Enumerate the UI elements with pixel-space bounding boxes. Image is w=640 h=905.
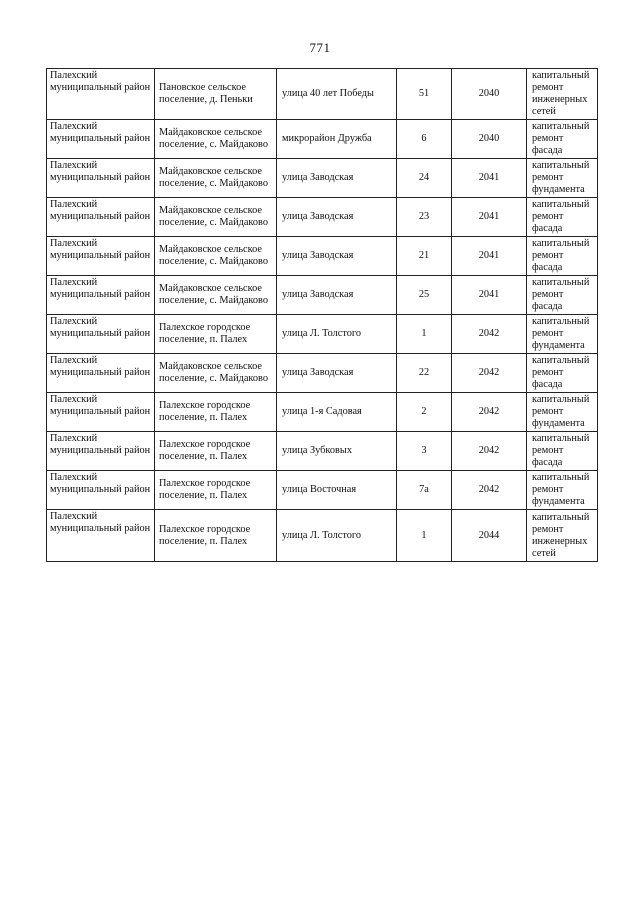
- table-row: [47, 315, 598, 354]
- table-row: [47, 471, 598, 510]
- settlement-cell: Палехское городское поселение, п. Палех: [155, 510, 277, 562]
- year-cell: 2042: [452, 315, 527, 354]
- table-row: [47, 120, 598, 159]
- house-number-cell: 22: [397, 354, 452, 393]
- house-number-cell: 7а: [397, 471, 452, 510]
- settlement-cell: Майдаковское сельское поселение, с. Майдаково: [155, 198, 277, 237]
- street-cell: улица Зубковых: [277, 432, 397, 471]
- work-type-cell: капитальный ремонт фасада: [527, 237, 598, 276]
- settlement-cell: Майдаковское сельское поселение, с. Майдаково: [155, 276, 277, 315]
- table-row: [47, 432, 598, 471]
- year-cell: 2042: [452, 393, 527, 432]
- settlement-cell: Палехское городское поселение, п. Палех: [155, 393, 277, 432]
- year-cell: 2042: [452, 354, 527, 393]
- district-cell: Палехский муниципальный район: [47, 315, 155, 354]
- street-cell: микрорайон Дружба: [277, 120, 397, 159]
- house-number-cell: 24: [397, 159, 452, 198]
- year-cell: 2044: [452, 510, 527, 562]
- year-cell: 2042: [452, 471, 527, 510]
- street-cell: улица 1-я Садовая: [277, 393, 397, 432]
- house-number-cell: 1: [397, 510, 452, 562]
- house-number-cell: 6: [397, 120, 452, 159]
- year-cell: 2040: [452, 120, 527, 159]
- house-number-cell: 23: [397, 198, 452, 237]
- district-cell: Палехский муниципальный район: [47, 354, 155, 393]
- settlement-cell: Майдаковское сельское поселение, с. Майдаково: [155, 120, 277, 159]
- street-cell: улица Заводская: [277, 237, 397, 276]
- settlement-cell: Палехское городское поселение, п. Палех: [155, 432, 277, 471]
- work-type-cell: капитальный ремонт фасада: [527, 432, 598, 471]
- street-cell: улица Л. Толстого: [277, 315, 397, 354]
- table-row: [47, 198, 598, 237]
- table-row: [47, 276, 598, 315]
- district-cell: Палехский муниципальный район: [47, 510, 155, 562]
- settlement-cell: Майдаковское сельское поселение, с. Майдаково: [155, 159, 277, 198]
- district-cell: Палехский муниципальный район: [47, 120, 155, 159]
- year-cell: 2042: [452, 432, 527, 471]
- house-number-cell: 21: [397, 237, 452, 276]
- work-type-cell: капитальный ремонт фундамента: [527, 159, 598, 198]
- street-cell: улица Заводская: [277, 354, 397, 393]
- house-number-cell: 25: [397, 276, 452, 315]
- street-cell: улица Заводская: [277, 159, 397, 198]
- year-cell: 2040: [452, 69, 527, 120]
- work-type-cell: капитальный ремонт фасада: [527, 276, 598, 315]
- district-cell: Палехский муниципальный район: [47, 198, 155, 237]
- table-row: [47, 510, 598, 562]
- street-cell: улица 40 лет Победы: [277, 69, 397, 120]
- table-row: [47, 237, 598, 276]
- settlement-cell: Пановское сельское поселение, д. Пеньки: [155, 69, 277, 120]
- house-number-cell: 2: [397, 393, 452, 432]
- district-cell: Палехский муниципальный район: [47, 432, 155, 471]
- street-cell: улица Заводская: [277, 198, 397, 237]
- year-cell: 2041: [452, 159, 527, 198]
- settlement-cell: Палехское городское поселение, п. Палех: [155, 315, 277, 354]
- district-cell: Палехский муниципальный район: [47, 276, 155, 315]
- street-cell: улица Восточная: [277, 471, 397, 510]
- street-cell: улица Л. Толстого: [277, 510, 397, 562]
- work-type-cell: капитальный ремонт фасада: [527, 354, 598, 393]
- district-cell: Палехский муниципальный район: [47, 393, 155, 432]
- district-cell: Палехский муниципальный район: [47, 237, 155, 276]
- house-number-cell: 3: [397, 432, 452, 471]
- district-cell: Палехский муниципальный район: [47, 69, 155, 120]
- year-cell: 2041: [452, 198, 527, 237]
- year-cell: 2041: [452, 237, 527, 276]
- house-number-cell: 1: [397, 315, 452, 354]
- settlement-cell: Палехское городское поселение, п. Палех: [155, 471, 277, 510]
- work-type-cell: капитальный ремонт фасада: [527, 120, 598, 159]
- settlement-cell: Майдаковское сельское поселение, с. Майдаково: [155, 354, 277, 393]
- year-cell: 2041: [452, 276, 527, 315]
- work-type-cell: капитальный ремонт инженерных сетей: [527, 69, 598, 120]
- settlement-cell: Майдаковское сельское поселение, с. Майдаково: [155, 237, 277, 276]
- table-row: [47, 159, 598, 198]
- district-cell: Палехский муниципальный район: [47, 471, 155, 510]
- table-row: [47, 393, 598, 432]
- work-type-cell: капитальный ремонт инженерных сетей: [527, 510, 598, 562]
- page-number: 771: [309, 40, 331, 55]
- house-number-cell: 51: [397, 69, 452, 120]
- work-type-cell: капитальный ремонт фундамента: [527, 471, 598, 510]
- table-row: [47, 354, 598, 393]
- table-row: [47, 69, 598, 120]
- street-cell: улица Заводская: [277, 276, 397, 315]
- work-type-cell: капитальный ремонт фундамента: [527, 315, 598, 354]
- work-type-cell: капитальный ремонт фасада: [527, 198, 598, 237]
- work-type-cell: капитальный ремонт фундамента: [527, 393, 598, 432]
- repair-schedule-table: [46, 68, 598, 562]
- district-cell: Палехский муниципальный район: [47, 159, 155, 198]
